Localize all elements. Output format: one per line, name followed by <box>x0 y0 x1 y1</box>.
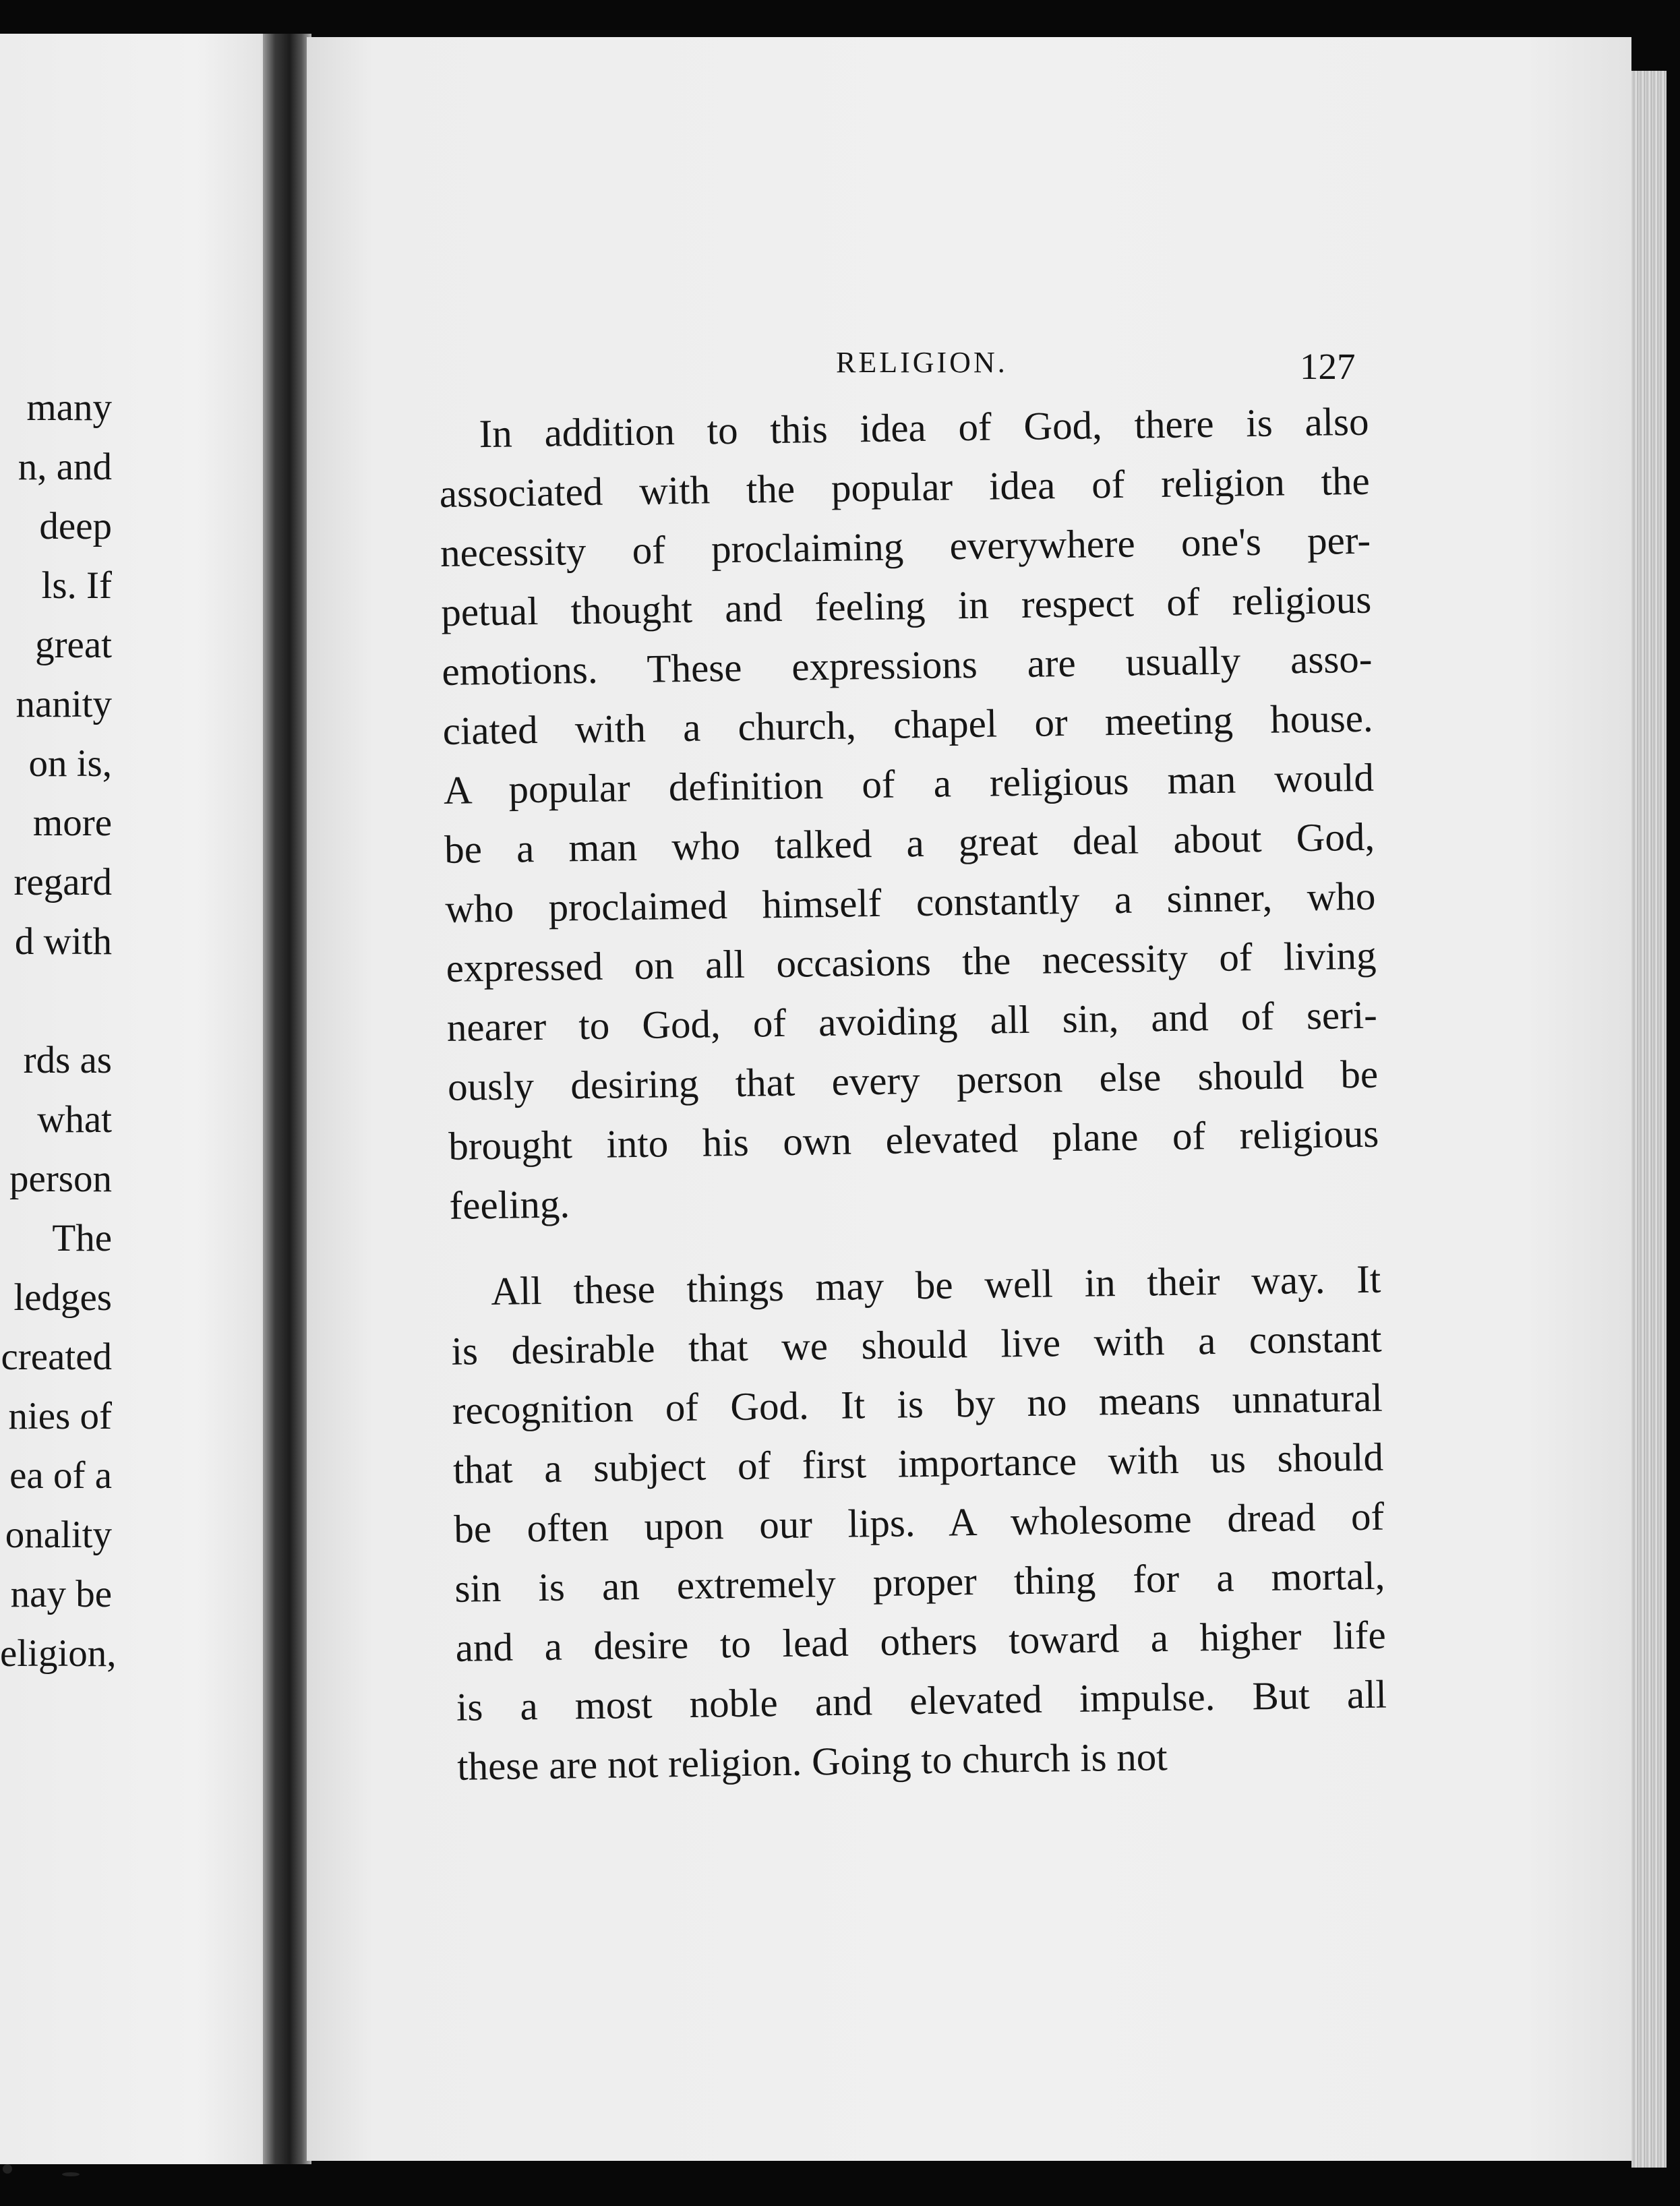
text-line: sin is an extremely proper thing for a mortal, <box>454 1553 1385 1611</box>
left-page-fragment: person <box>9 1158 112 1200</box>
text-line: A popular definition of a religious man would <box>443 754 1375 812</box>
text-line: associated with the popular idea of religion the <box>439 458 1371 516</box>
text-line: brought into his own elevated plane of religious <box>448 1110 1379 1168</box>
text-line: is desirable that we should live with a constant <box>451 1315 1382 1373</box>
left-page-fragment: onality <box>5 1514 112 1556</box>
text-line: necessity of proclaiming everywhere one's per- <box>440 517 1371 575</box>
book-gutter <box>263 34 311 2164</box>
text-line: and a desire to lead others toward a higher life <box>455 1612 1387 1670</box>
left-page-fragment: d with <box>14 920 112 963</box>
text-line: is a most noble and elevated impulse. But all <box>456 1671 1387 1729</box>
text-line: nearer to God, of avoiding all sin, and of seri- <box>446 992 1378 1050</box>
text-line: who proclaimed himself constantly a sinner, who <box>444 873 1376 931</box>
text-line: that a subject of first importance with us should <box>452 1434 1384 1492</box>
body-text <box>438 392 1388 1796</box>
scan-speck <box>62 2172 80 2176</box>
left-page-fragment: nies of <box>8 1395 112 1437</box>
left-page-fragment: many <box>26 386 112 429</box>
text-line: In addition to this idea of God, there is also <box>479 398 1369 456</box>
left-page-fragment: on is, <box>28 742 112 785</box>
text-line: ciated with a church, chapel or meeting house. <box>442 695 1374 753</box>
text-line: All these things may be well in their way. It <box>490 1256 1381 1314</box>
left-page-fragment: created <box>1 1336 112 1378</box>
text-line: petual thought and feeling in respect of religious <box>440 576 1372 634</box>
left-page-fragment: more <box>32 802 112 844</box>
left-page-fragment: what <box>37 1098 112 1141</box>
text-line: be often upon our lips. A wholesome dread of <box>453 1493 1385 1551</box>
text-line: recognition of God. It is by no means unnatural <box>452 1375 1383 1433</box>
left-page-fragment: nanity <box>16 683 112 725</box>
text-line: be a man who talked a great deal about God, <box>444 814 1375 872</box>
left-page-fragment: rds as <box>23 1039 112 1081</box>
left-page-fragment: great <box>35 624 112 666</box>
text-line: feeling. <box>449 1181 570 1228</box>
text-line: expressed on all occasions the necessity of living <box>446 932 1377 990</box>
left-page-fragment: The <box>52 1217 112 1259</box>
left-facing-page <box>0 34 282 2164</box>
left-page-fragment: nay be <box>10 1573 112 1615</box>
text-line: these are not religion. Going to church is not <box>456 1734 1168 1789</box>
left-page-fragment: ls. If <box>41 564 112 607</box>
page-edges <box>1631 71 1667 2168</box>
left-page-fragment: n, and <box>18 446 112 488</box>
text-line: emotions. These expressions are usually asso- <box>442 636 1373 694</box>
left-page-fragment: regard <box>13 861 112 903</box>
page-number: 127 <box>1300 346 1356 387</box>
text-line: ously desiring that every person else should be <box>447 1051 1379 1109</box>
left-page-fragment: eligion, <box>0 1632 117 1675</box>
left-page-fragment <box>0 981 282 1021</box>
scan-speck <box>3 2164 12 2174</box>
left-page-fragment: ea of a <box>9 1454 112 1497</box>
left-page-fragment: deep <box>39 505 112 547</box>
left-page-fragment: ledges <box>13 1276 112 1319</box>
running-head: RELIGION. <box>836 346 1008 379</box>
